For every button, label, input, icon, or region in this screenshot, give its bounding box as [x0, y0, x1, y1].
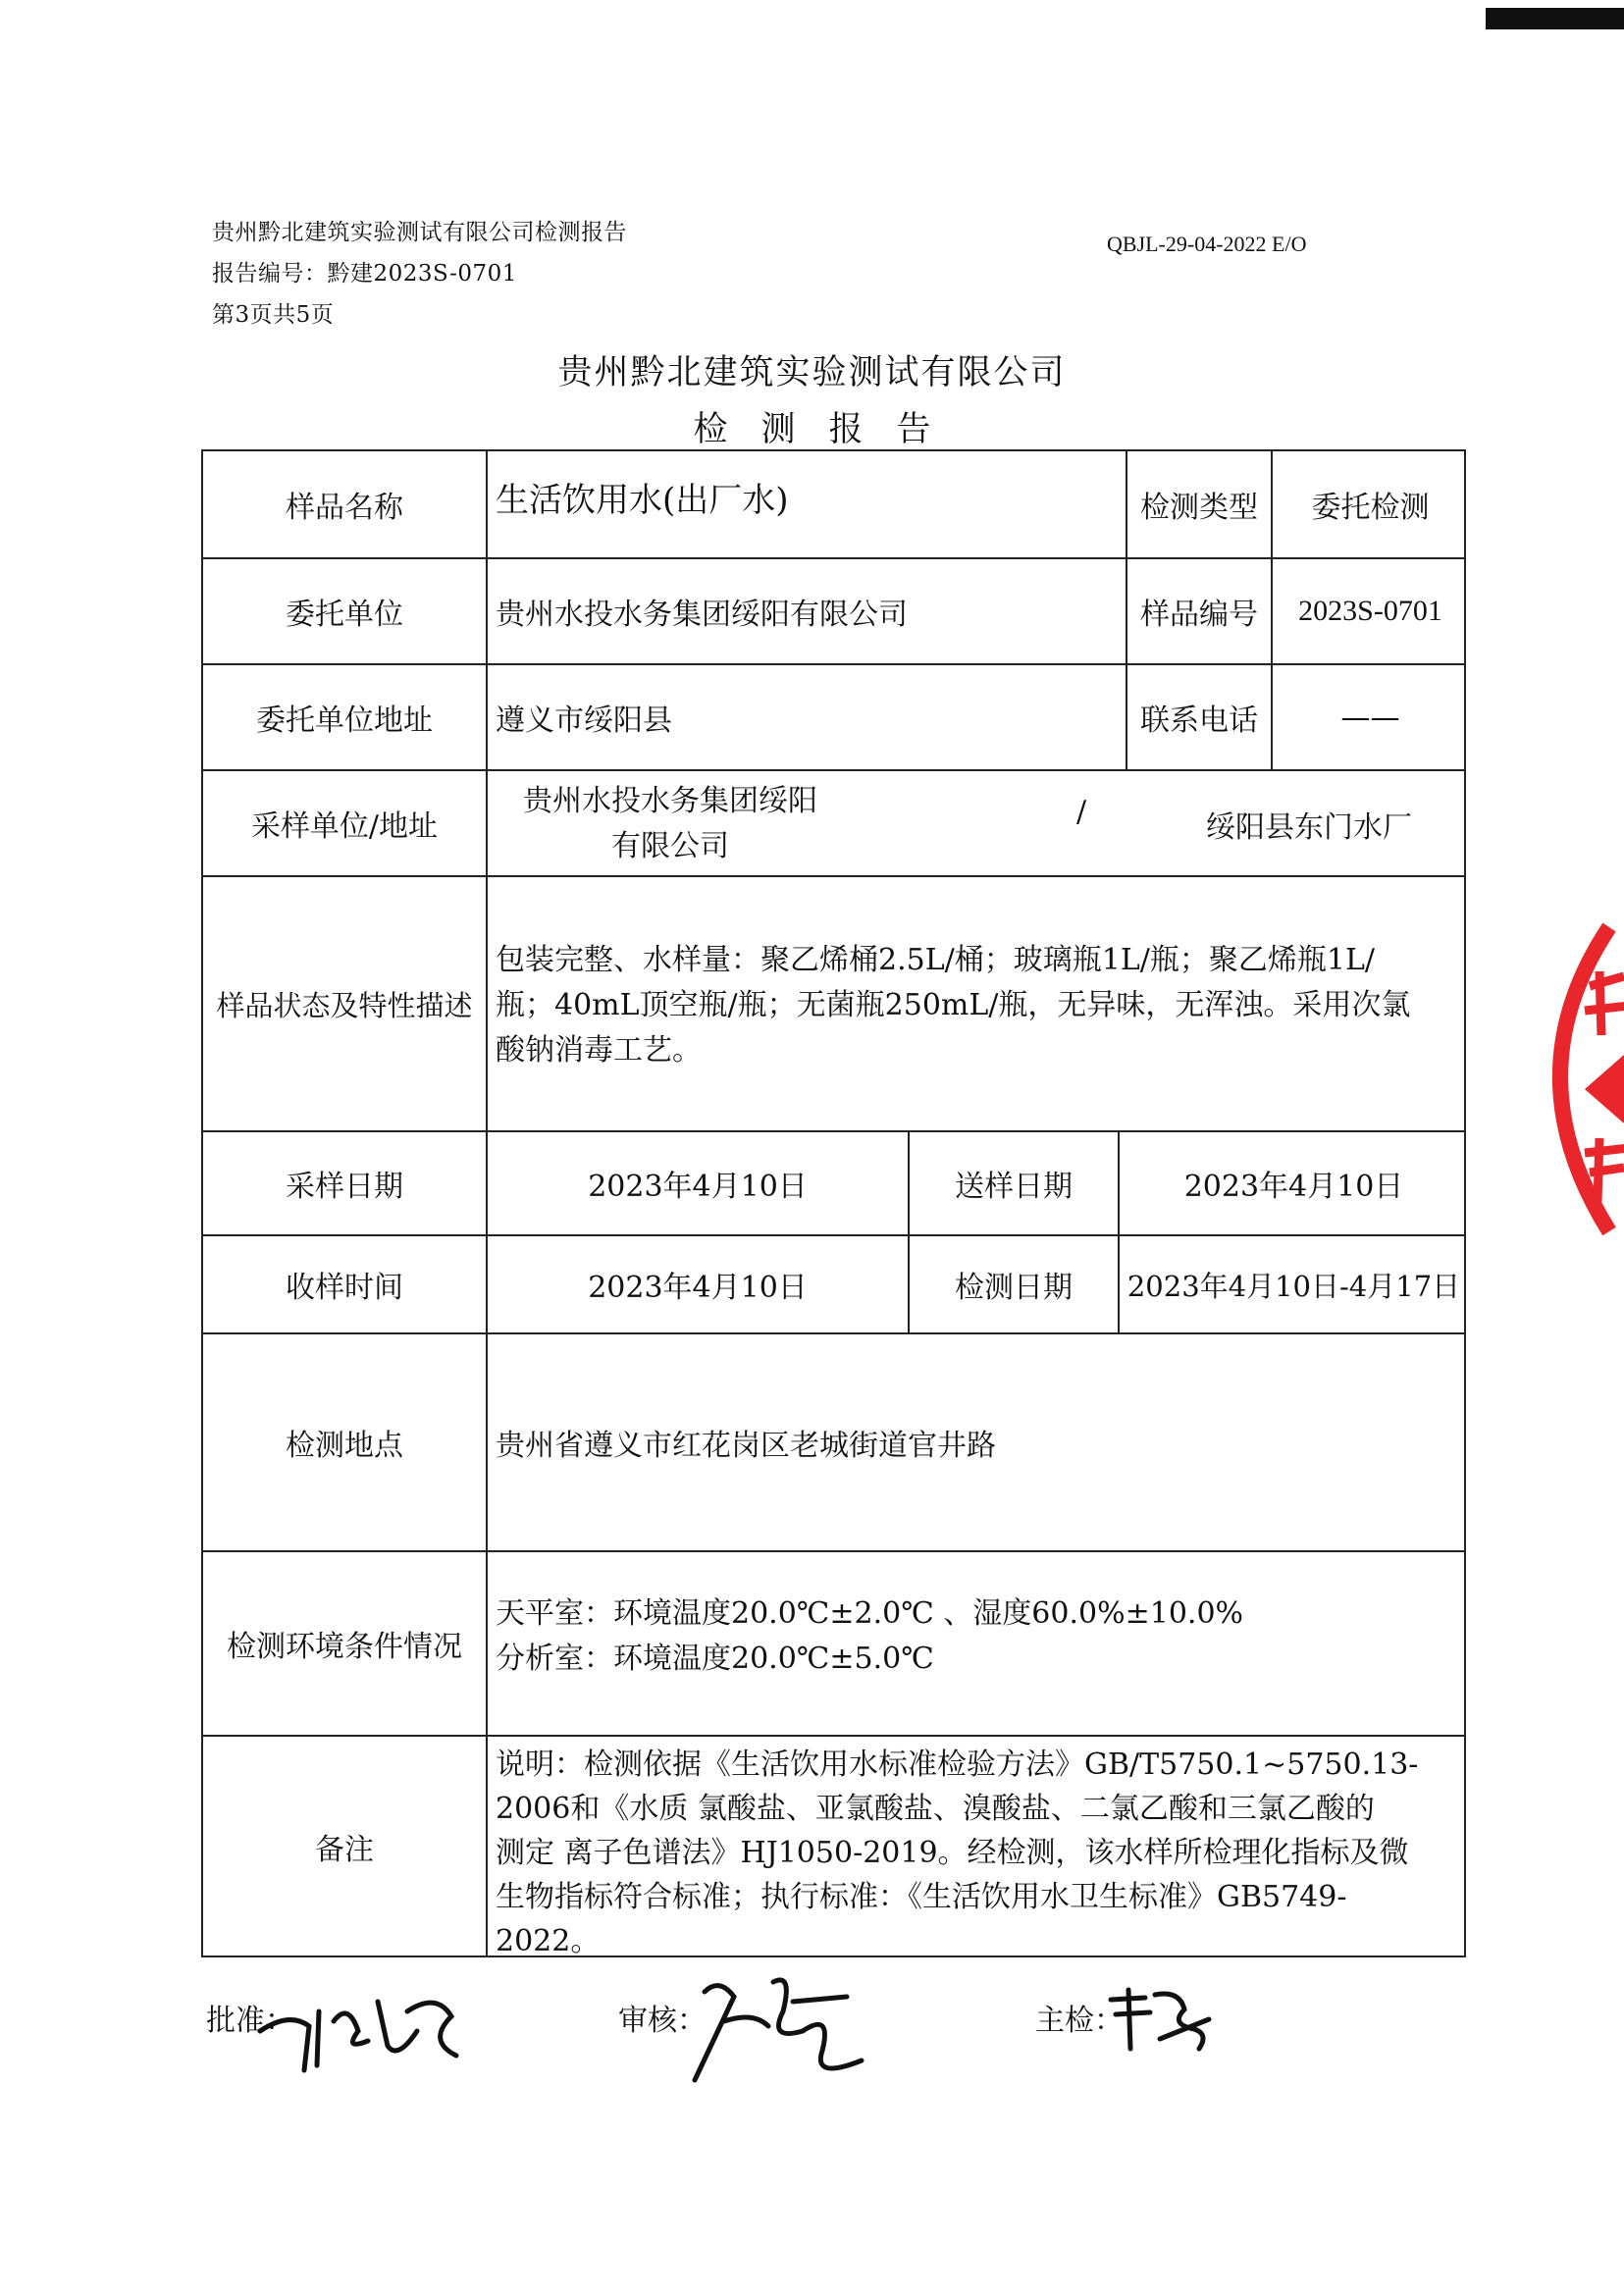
remarks-line-1: 说明：检测依据《生活饮用水标准检验方法》GB/T5750.1~5750.13-	[496, 1747, 1419, 1782]
environment-line-2: 分析室：环境温度20.0℃±5.0℃	[496, 1642, 934, 1676]
review-label: 审核：	[618, 2004, 707, 2038]
row-test-location	[203, 1334, 1464, 1552]
row-sample-name	[203, 451, 1464, 559]
value-delivery-date: 2023年4月10日	[1118, 1132, 1468, 1234]
row-environment	[203, 1552, 1464, 1737]
label-remarks: 备注	[315, 1832, 374, 1867]
row-client	[203, 559, 1464, 665]
header-company-report: 贵州黔北建筑实验测试有限公司检测报告	[212, 220, 627, 245]
label-sampling-date: 采样日期	[286, 1170, 403, 1204]
row-client-address	[203, 665, 1464, 771]
environment-line-1: 天平室：环境温度20.0℃±2.0℃ 、湿度60.0%±10.0%	[496, 1596, 1244, 1631]
company-title: 贵州黔北建筑实验测试有限公司	[557, 353, 1067, 392]
description-line-1: 包装完整、水样量：聚乙烯桶2.5L/桶；玻璃瓶1L/瓶；聚乙烯瓶1L/	[496, 943, 1375, 977]
description-line-3: 酸钠消毒工艺。	[496, 1033, 702, 1068]
remarks-line-3: 测定 离子色谱法》HJ1050-2019。经检测，该水样所检理化指标及微	[496, 1836, 1409, 1870]
value-client: 贵州水投水务集团绥阳有限公司	[486, 559, 1126, 663]
label-sample-name: 样品名称	[286, 491, 403, 525]
scan-edge-mark	[1486, 8, 1624, 29]
inspector-signature	[1101, 1980, 1219, 2059]
header-report-number: 报告编号：黔建2023S-0701	[212, 261, 517, 287]
row-sampling-unit	[203, 771, 1464, 877]
company-seal-stamp	[1531, 917, 1624, 1241]
row-sampling-date	[203, 1132, 1464, 1236]
report-title: 检测报告	[693, 410, 965, 449]
sampling-unit-line-2: 有限公司	[611, 829, 729, 863]
label-phone: 联系电话	[1126, 665, 1271, 769]
remarks-line-5: 2022。	[496, 1924, 601, 1958]
value-sampling-unit	[486, 771, 1468, 875]
report-table	[201, 449, 1466, 1957]
remarks-line-2: 2006和《水质 氯酸盐、亚氯酸盐、溴酸盐、二氯乙酸和三氯乙酸的	[496, 1792, 1375, 1826]
label-sample-number: 样品编号	[1126, 559, 1271, 663]
value-remarks	[486, 1737, 1468, 1956]
sampling-address: 绥阳县东门水厂	[1206, 810, 1412, 845]
form-code: QBJL-29-04-2022 E/O	[1107, 232, 1307, 256]
sampling-unit-line-1: 贵州水投水务集团绥阳	[523, 784, 817, 818]
value-phone: ——	[1271, 665, 1468, 769]
value-sample-name: 生活饮用水(出厂水)	[486, 451, 1126, 557]
label-test-type: 检测类型	[1126, 451, 1271, 557]
row-remarks	[203, 1737, 1464, 1956]
value-description	[486, 877, 1468, 1130]
value-receipt-time: 2023年4月10日	[486, 1236, 908, 1332]
sampling-separator: /	[1076, 795, 1087, 829]
reviewer-signature	[675, 1953, 881, 2090]
row-receipt-time	[203, 1236, 1464, 1334]
row-description	[203, 877, 1464, 1132]
value-sampling-date: 2023年4月10日	[486, 1132, 908, 1234]
remarks-line-4: 生物指标符合标准；执行标准：《生活饮用水卫生标准》GB5749-	[496, 1880, 1347, 1914]
header-page-number: 第3页共5页	[212, 302, 335, 328]
label-client: 委托单位	[286, 598, 403, 632]
approve-label: 批准：	[206, 2004, 294, 2038]
value-environment	[486, 1552, 1468, 1735]
value-client-address: 遵义市绥阳县	[486, 665, 1126, 769]
value-test-type: 委托检测	[1271, 451, 1468, 557]
label-receipt-time: 收样时间	[286, 1271, 403, 1305]
label-test-date: 检测日期	[908, 1236, 1118, 1332]
value-test-date: 2023年4月10日-4月17日	[1118, 1236, 1468, 1332]
label-delivery-date: 送样日期	[908, 1132, 1118, 1234]
label-environment: 检测环境条件情况	[227, 1630, 462, 1664]
inspector-label: 主检：	[1035, 2004, 1124, 2038]
label-test-location: 检测地点	[286, 1429, 403, 1463]
value-sample-number: 2023S-0701	[1271, 559, 1468, 663]
value-test-location: 贵州省遵义市红花岗区老城街道官井路	[486, 1334, 1468, 1550]
approver-signature	[250, 1972, 466, 2080]
label-sampling-unit: 采样单位/地址	[250, 809, 439, 844]
label-client-address: 委托单位地址	[256, 704, 433, 738]
label-description: 样品状态及特性描述	[216, 988, 473, 1022]
description-line-2: 瓶；40mL顶空瓶/瓶；无菌瓶250mL/瓶，无异味，无浑浊。采用次氯	[496, 988, 1411, 1022]
